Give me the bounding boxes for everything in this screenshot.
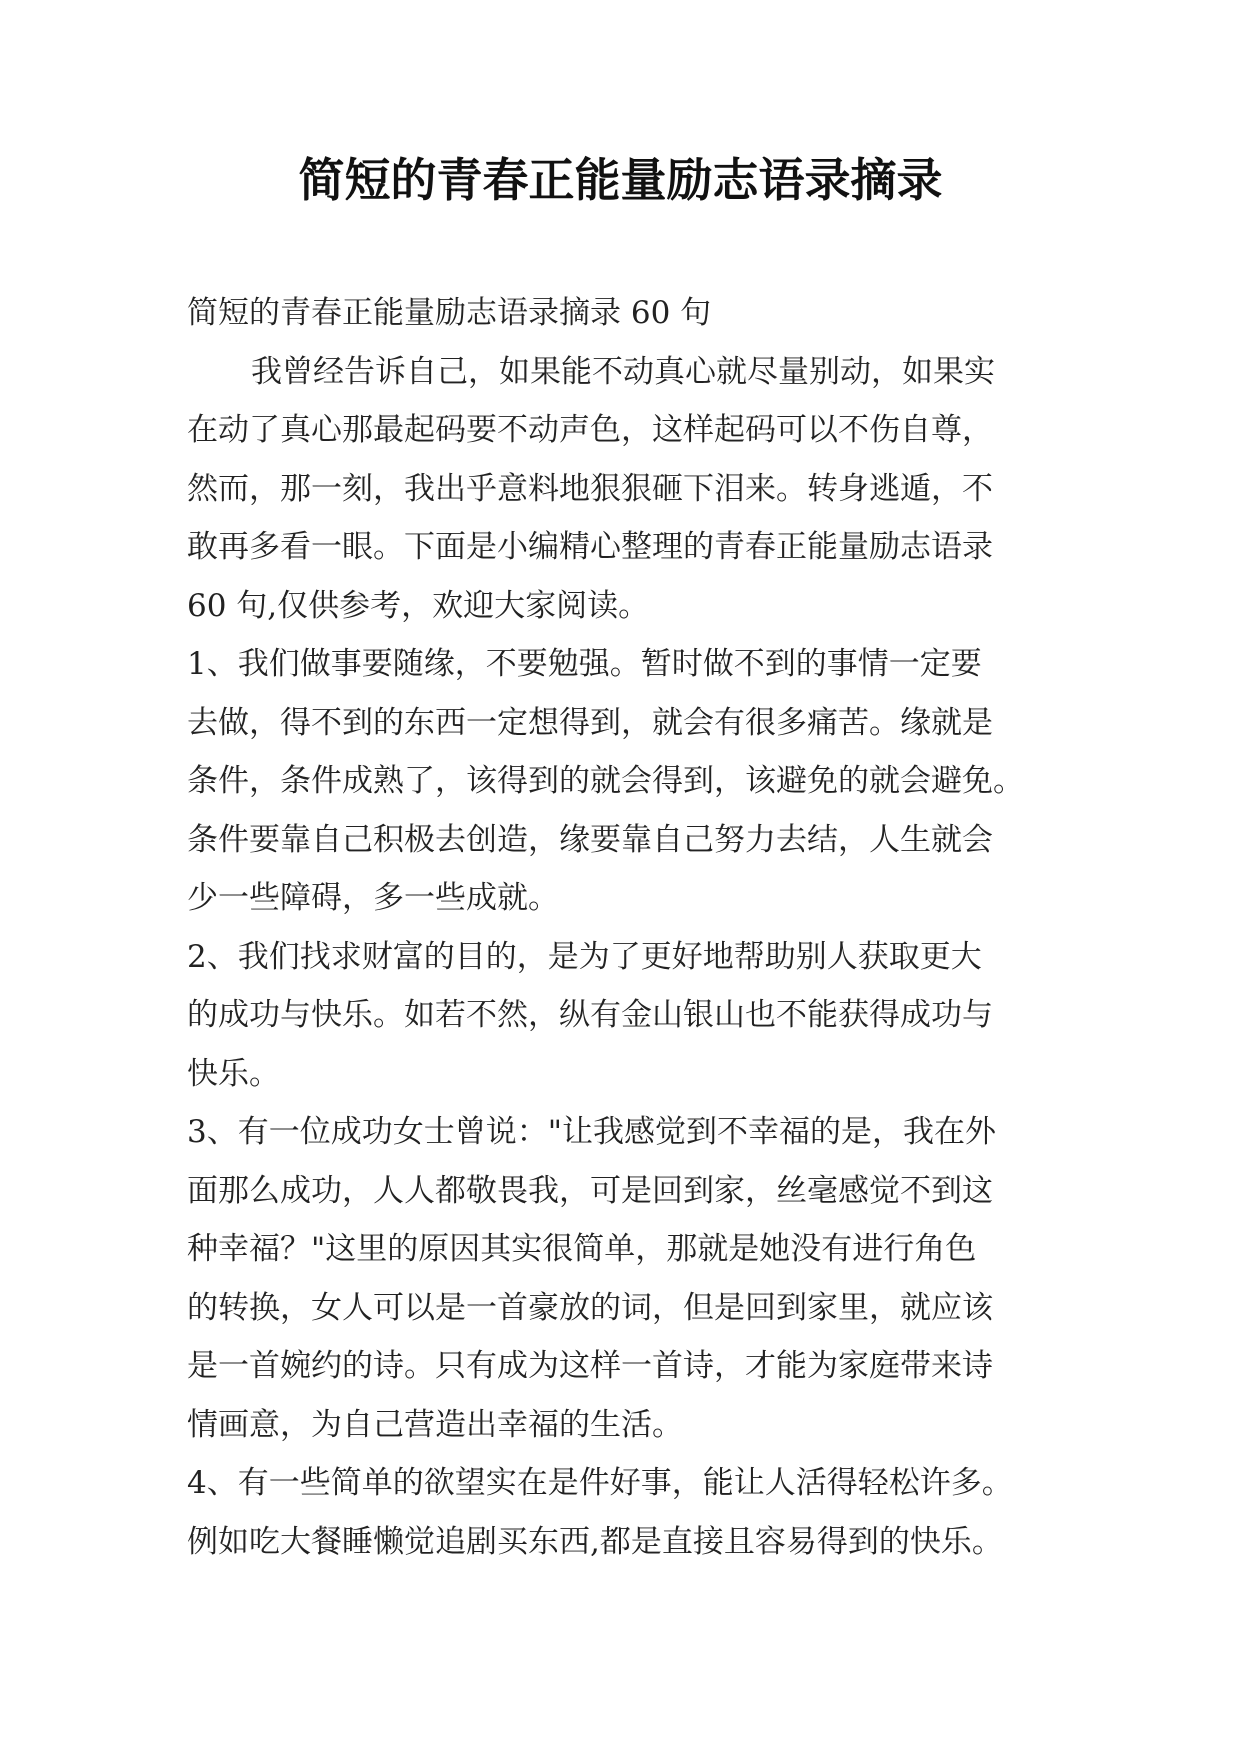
quote-4-line: 4、有一些简单的欲望实在是件好事，能让人活得轻松许多。 (187, 1465, 1013, 1501)
quote-3-line: 的转换，女人可以是一首豪放的词，但是回到家里，就应该 (187, 1289, 993, 1326)
quote-1-line: 条件要靠自己积极去创造，缘要靠自己努力去结，人生就会 (187, 821, 993, 858)
subtitle-line: 简短的青春正能量励志语录摘录 60 句 (187, 295, 712, 331)
quote-3-line: 种幸福？"这里的原因其实很简单，那就是她没有进行角色 (187, 1231, 977, 1267)
quote-1-line: 去做，得不到的东西一定想得到，就会有很多痛苦。缘就是 (187, 704, 993, 741)
document-body (187, 284, 1055, 1571)
intro-line: 我曾经告诉自己，如果能不动真心就尽量别动，如果实 (251, 353, 995, 390)
quote-1-line: 条件，条件成熟了，该得到的就会得到，该避免的就会避免。 (187, 763, 1024, 799)
intro-line: 在动了真心那最起码要不动声色，这样起码可以不伤自尊， (187, 412, 993, 448)
quote-3-line: 情画意，为自己营造出幸福的生活。 (187, 1406, 683, 1443)
quote-2-line: 的成功与快乐。如若不然，纵有金山银山也不能获得成功与 (187, 997, 993, 1033)
quote-1-line: 少一些障碍，多一些成就。 (187, 880, 559, 916)
quote-3-line: 面那么成功，人人都敬畏我，可是回到家，丝毫感觉不到这 (187, 1172, 993, 1209)
intro-line: 60 句,仅供参考，欢迎大家阅读。 (187, 587, 650, 624)
quote-2-line: 2、我们找求财富的目的，是为了更好地帮助别人获取更大 (187, 938, 982, 975)
document-title: 简短的青春正能量励志语录摘录 (298, 153, 943, 207)
quote-2-line: 快乐。 (187, 1055, 280, 1092)
intro-line: 然而，那一刻，我出乎意料地狠狠砸下泪来。转身逃遁，不 (187, 470, 993, 507)
quote-1-line: 1、我们做事要随缘，不要勉强。暂时做不到的事情一定要 (187, 646, 982, 682)
quote-3-line: 是一首婉约的诗。只有成为这样一首诗，才能为家庭带来诗 (187, 1348, 993, 1384)
intro-line: 敢再多看一眼。下面是小编精心整理的青春正能量励志语录 (187, 529, 993, 565)
quote-4-line: 例如吃大餐睡懒觉追剧买东西,都是直接且容易得到的快乐。 (187, 1523, 1003, 1560)
quote-3-line: 3、有一位成功女士曾说："让我感觉到不幸福的是，我在外 (187, 1114, 996, 1150)
